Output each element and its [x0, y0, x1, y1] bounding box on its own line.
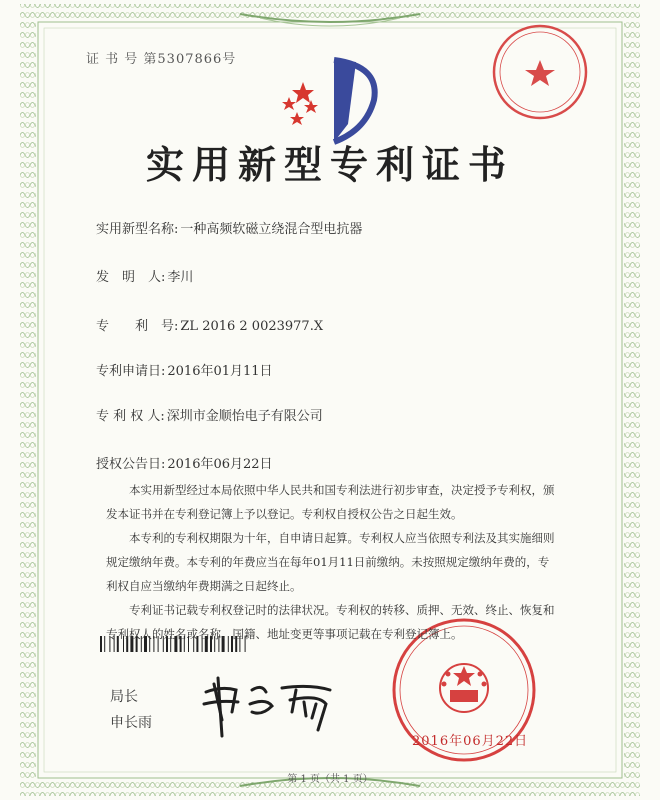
seal-date: 2016年06月22日: [412, 734, 529, 749]
field-label: 专利申请日:: [96, 364, 166, 379]
agent-stamp-icon: [494, 26, 586, 118]
director-signature-icon: [204, 678, 330, 736]
field-value: 深圳市金顺怡电子有限公司: [166, 409, 323, 424]
field-value: ZL 2016 2 0023977.X: [180, 319, 324, 334]
certificate-body: [106, 478, 556, 646]
field-label: 专 利 号:: [96, 319, 179, 334]
field-label: 实用新型名称:: [96, 222, 179, 237]
body-paragraph: 本实用新型经过本局依照中华人民共和国专利法进行初步审查，决定授予专利权，颁发本证书并在专利登记簿上予以登记。专利权自授权公告之日起生效。: [106, 483, 555, 521]
field-label: 授权公告日:: [96, 457, 166, 472]
barcode-bar: [100, 636, 102, 652]
page-number: 第 1 页（共 1 页）: [287, 774, 373, 785]
field-filing-date: [96, 360, 273, 379]
director-name: 申长雨: [110, 715, 152, 731]
field-value: 2016年01月11日: [167, 364, 273, 379]
field-inventor: [96, 266, 193, 285]
body-paragraph: 专利证书记载专利权登记时的法律状况。专利权的转移、质押、无效、终止、恢复和专利权人的姓名或名称、国籍、地址变更等事项记载在专利登记簿上。: [106, 603, 555, 641]
field-patent-number: [96, 315, 323, 334]
field-model-name: [96, 218, 362, 237]
certificate-number: 证 书 号 第5307866号: [86, 52, 237, 67]
field-label: 发 明 人:: [96, 270, 166, 285]
office-logo-icon: [282, 60, 375, 142]
field-value: 2016年06月22日: [167, 457, 273, 472]
field-value: 一种高频软磁立绕混合型电抗器: [180, 222, 363, 237]
field-value: 李川: [167, 270, 194, 285]
body-paragraph: 本专利的专利权期限为十年，自申请日起算。专利权人应当依照专利法及其实施细则规定缴纳年费。本专利的年费应当在每年01月11日前缴纳。未按照规定缴纳年费的，专利权自应当缴纳年费期满之日起终止。: [106, 531, 555, 593]
director-role: 局长: [110, 689, 138, 705]
page-title: 实用新型专利证书: [145, 142, 514, 187]
field-patentee: [96, 405, 323, 424]
field-grant-date: [96, 453, 273, 472]
field-label: 专 利 权 人:: [96, 409, 165, 424]
